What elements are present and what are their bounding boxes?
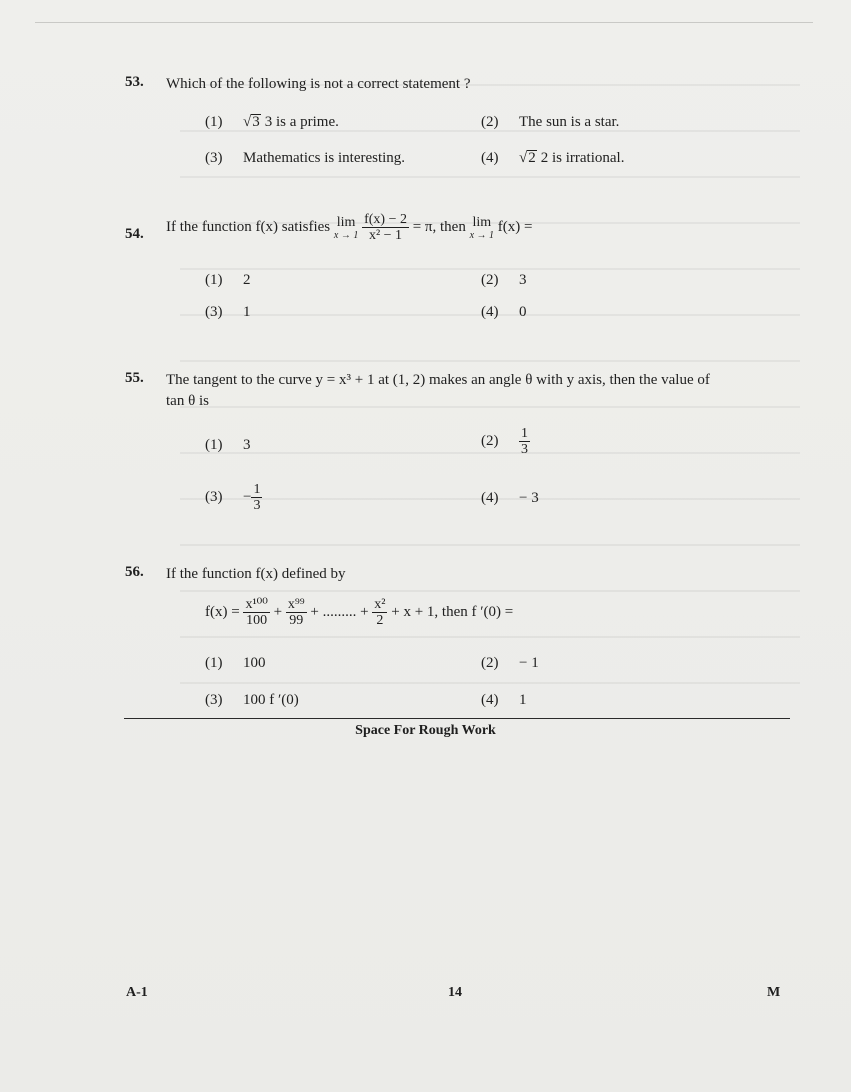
fraction: $\frac{\text{x²}}{2}$ (374, 597, 386, 628)
footer-code: A-1 (126, 985, 148, 1000)
question-number: 56. (125, 564, 144, 580)
option-56-1: (1) 100 (205, 655, 266, 671)
option-54-4: (4) 0 (481, 304, 527, 320)
option-56-3: (3) 100 f ′(0) (205, 692, 299, 708)
option-54-2: (2) 3 (481, 272, 527, 288)
question-number: 54. (125, 226, 144, 242)
fraction: $\frac{\text{x¹⁰⁰}}{100}$ (245, 597, 268, 628)
rough-work-rule (124, 718, 790, 719)
fraction: $\frac{1}{3}$ (521, 426, 528, 457)
limit: lim x → 1 (469, 214, 495, 241)
fraction: $\frac{\text{x⁹⁹}}{99}$ (287, 597, 305, 628)
page-number: 14 (448, 985, 462, 1000)
option-56-4: (4) 1 (481, 692, 527, 708)
option-53-4: (4) √2 2 is irrational. (481, 150, 625, 166)
question-text: The tangent to the curve y = x³ + 1 at (1, 2) makes an angle θ with y axis, then the value of (166, 372, 710, 388)
top-rule (35, 22, 813, 23)
option-55-2: (2) $\frac{1}{3}$ (481, 426, 528, 457)
sqrt-symbol: √ (243, 114, 252, 130)
option-53-2: (2) The sun is a star. (481, 114, 620, 130)
option-55-4: (4) − 3 (481, 490, 539, 506)
fraction: $\frac{1}{3}$ (253, 482, 261, 513)
option-55-3: (3) − $\frac{1}{3}$ (205, 482, 261, 513)
question-number: 55. (125, 370, 144, 386)
question-text: If the function f(x) defined by (166, 566, 346, 582)
footer-series: M (767, 985, 781, 1000)
question-text: tan θ is (166, 393, 210, 409)
question-text: Which of the following is not a correct statement ? (166, 76, 471, 92)
option-53-1: (1) √3 3 is a prime. (205, 114, 339, 130)
option-53-3: (3) Mathematics is interesting. (205, 150, 406, 166)
question-number: 53. (125, 74, 144, 90)
question-56-formula: f(x) = $\frac{\text{x¹⁰⁰}}{100}$ + $\frac{\text{x⁹⁹}}{99}$ + ......... + $\frac{\text{x²}}{2}$ + x + 1, then f ′(0) = (205, 597, 514, 628)
option-55-1: (1) 3 (205, 437, 251, 453)
option-54-1: (1) 2 (205, 272, 251, 288)
option-56-2: (2) − 1 (481, 655, 539, 671)
option-54-3: (3) 1 (205, 304, 251, 320)
rough-work-heading: Space For Rough Work (355, 723, 496, 738)
question-54-text: If the function f(x) satisfies lim x → 1 $\frac{f(x) - 2}{\text{x² − 1}}$ = π, then lim x → 1 f(x) = (166, 212, 533, 243)
limit: lim x → 1 (333, 214, 359, 241)
sqrt-symbol: √ (519, 150, 528, 166)
fraction: $\frac{f(x) - 2}{\text{x² − 1}}$ (364, 212, 407, 243)
